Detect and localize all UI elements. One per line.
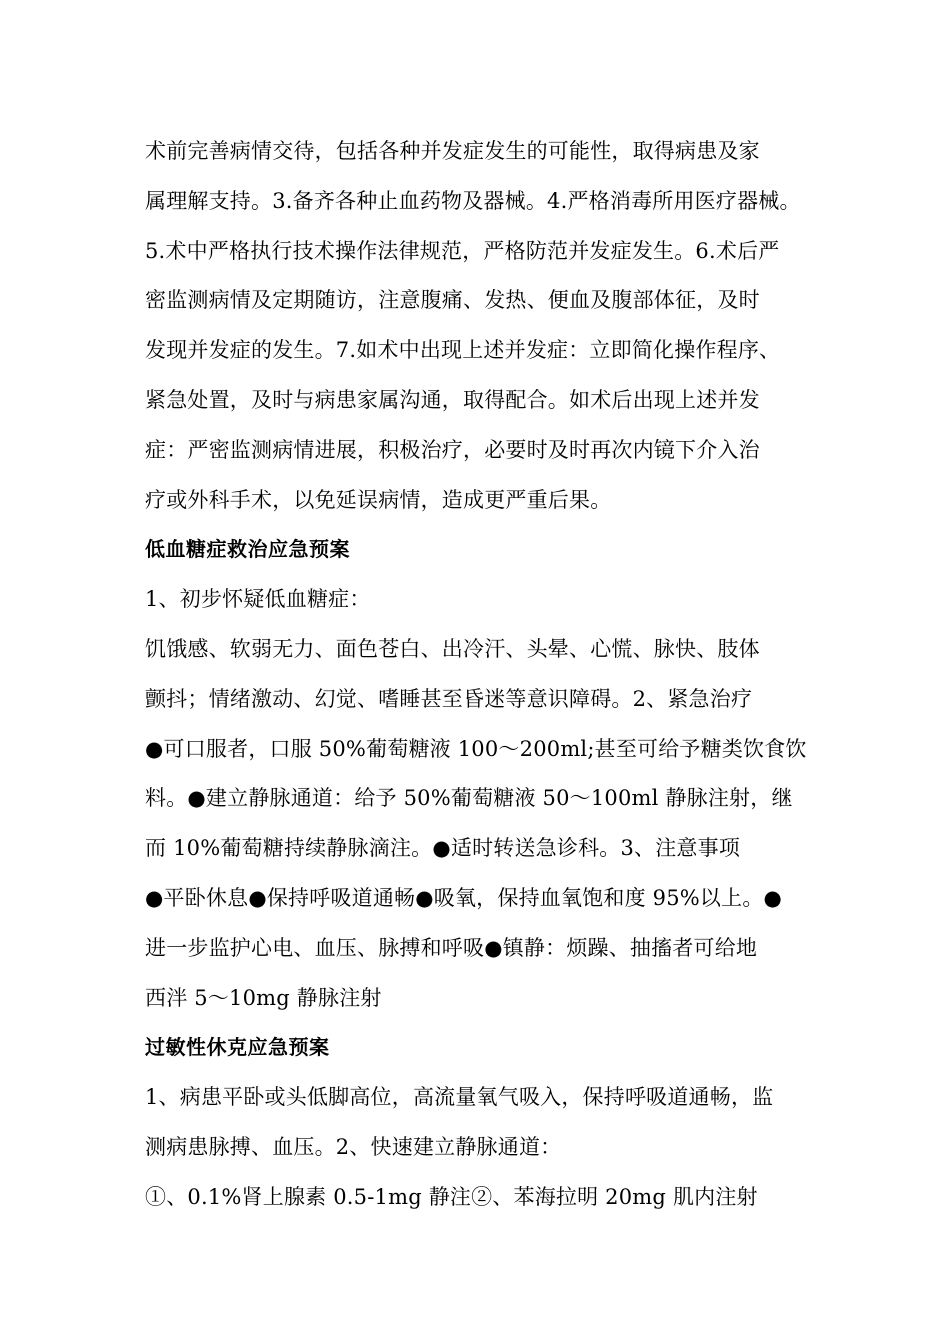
body-text-line: 密监测病情及定期随访，注意腹痛、发热、便血及腹部体征，及时 <box>145 288 760 313</box>
body-text-line: 5.术中严格执行技术操作法律规范，严格防范并发症发生。6.术后严 <box>145 238 780 263</box>
section-heading: 过敏性休克应急预案 <box>145 1035 330 1060</box>
section-heading: 低血糖症救治应急预案 <box>145 537 350 562</box>
hypoglycemia-section <box>145 525 815 1023</box>
body-text-line: 1、初步怀疑低血糖症： <box>145 587 371 612</box>
body-text-line: ①、0.1%肾上腺素 0.5-1mg 静注②、苯海拉明 20mg 肌内注射 <box>145 1184 758 1209</box>
body-text-line: ●平卧休息●保持呼吸道通畅●吸氧，保持血氧饱和度 95%以上。● <box>145 885 783 910</box>
body-text-line: 1、病患平卧或头低脚高位，高流量氧气吸入，保持呼吸道通畅，监 <box>145 1085 774 1110</box>
body-text-line: 而 10%葡萄糖持续静脉滴注。●适时转送急诊科。3、注意事项 <box>145 836 741 861</box>
body-text-line: ●可口服者，口服 50%葡萄糖液 100～200ml;甚至可给予糖类饮食饮 <box>145 736 807 761</box>
body-text-line: 疗或外科手术，以免延误病情，造成更严重后果。 <box>145 487 612 512</box>
body-text-line: 测病患脉搏、血压。2、快速建立静脉通道： <box>145 1134 562 1159</box>
body-text-line: 发现并发症的发生。7.如术中出现上述并发症：立即简化操作程序、 <box>145 338 781 363</box>
body-text-line: 料。●建立静脉通道：给予 50%葡萄糖液 50～100ml 静脉注射，继 <box>145 786 793 811</box>
document-page <box>145 127 815 1223</box>
body-text-line: 属理解支持。3.备齐各种止血药物及器械。4.严格消毒所用医疗器械。 <box>145 188 801 213</box>
body-text-line: 饥饿感、软弱无力、面色苍白、出冷汗、头晕、心慌、脉快、肢体 <box>145 636 760 661</box>
body-text-line: 颤抖；情绪激动、幻觉、嗜睡甚至昏迷等意识障碍。2、紧急治疗 <box>145 686 753 711</box>
anaphylaxis-section <box>145 1023 815 1222</box>
body-text-line: 症：严密监测病情进展，积极治疗，必要时及时再次内镜下介入治 <box>145 437 760 462</box>
body-text-line: 西泮 5～10mg 静脉注射 <box>145 985 382 1010</box>
body-text-line: 进一步监护心电、血压、脉搏和呼吸●镇静：烦躁、抽搐者可给地 <box>145 935 758 960</box>
intro-section <box>145 127 815 525</box>
body-text-line: 术前完善病情交待，包括各种并发症发生的可能性，取得病患及家 <box>145 139 760 163</box>
body-text-line: 紧急处置，及时与病患家属沟通，取得配合。如术后出现上述并发 <box>145 387 760 412</box>
